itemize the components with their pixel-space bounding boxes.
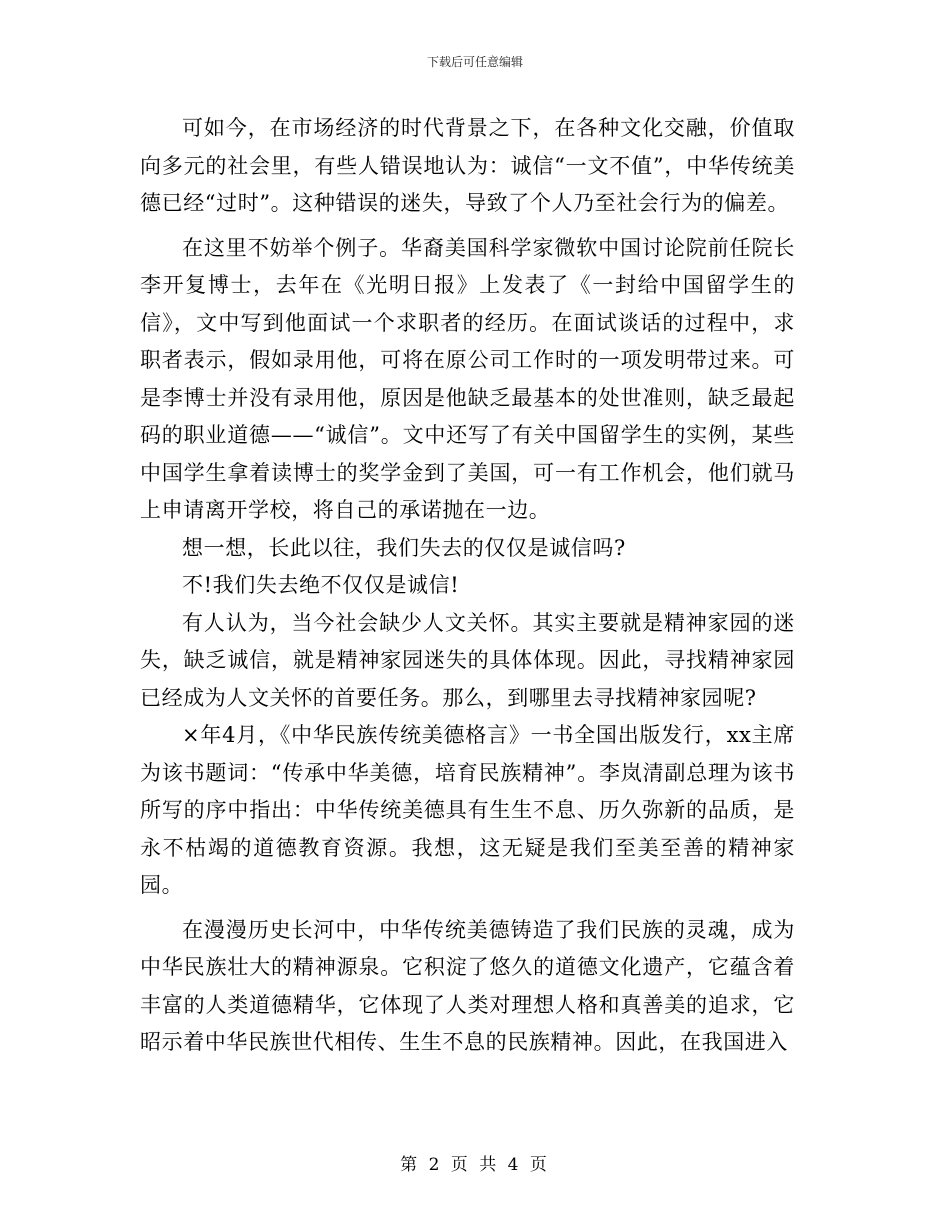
document-body xyxy=(140,110,795,1062)
paragraph-7: 在漫漫历史长河中，中华传统美德铸造了我们民族的灵魂，成为中华民族壮大的精神源泉。它积淀了悠久的道德文化遗产，它蕴含着丰富的人类道德精华，它体现了人类对理想人格和真善美的追求，它昭示着中华民族世代相传、生生不息的民族精神。因此，在我国进入 xyxy=(140,917,795,1054)
paragraph-1: 可如今，在市场经济的时代背景之下，在各种文化交融，价值取向多元的社会里，有些人错误地认为：诚信“一文不值”，中华传统美德已经“过时”。这种错误的迷失，导致了个人乃至社会行为的偏差。 xyxy=(140,116,795,215)
page-header: 下载后可任意编辑 xyxy=(426,55,523,69)
page-number: 第 2 页 共 4 页 xyxy=(400,1155,550,1175)
paragraph-4: 不!我们失去绝不仅仅是诚信! xyxy=(182,573,460,597)
paragraph-2: 在这里不妨举个例子。华裔美国科学家微软中国讨论院前任院长李开复博士，去年在《光明日报》上发表了《一封给中国留学生的信》，文中写到他面试一个求职者的经历。在面试谈话的过程中，求职者表示，假如录用他，可将在原公司工作时的一项发明带过来。可是李博士并没有录用他，原因是他缺乏最基本的处世准则，缺乏最起码的职业道德——“诚信”。文中还写了有关中国留学生的实例，某些中国学生拿着读博士的奖学金到了美国，可一有工作机会，他们就马上申请离开学校，将自己的承诺抛在一边。 xyxy=(140,235,795,522)
paragraph-3: 想一想，长此以往，我们失去的仅仅是诚信吗? xyxy=(182,535,626,560)
paragraph-6: ×年4月，《中华民族传统美德格言》一书全国出版发行，xx主席为该书题词：“传承中华美德，培育民族精神”。李岚清副总理为该书所写的序中指出：中华传统美德具有生生不息、历久弥新的品质，是永不枯竭的道德教育资源。我想，这无疑是我们至美至善的精神家园。 xyxy=(140,723,795,897)
paragraph-5: 有人认为，当今社会缺少人文关怀。其实主要就是精神家园的迷失，缺乏诚信，就是精神家园迷失的具体体现。因此，寻找精神家园已经成为人文关怀的首要任务。那么，到哪里去寻找精神家园呢? xyxy=(140,610,795,710)
